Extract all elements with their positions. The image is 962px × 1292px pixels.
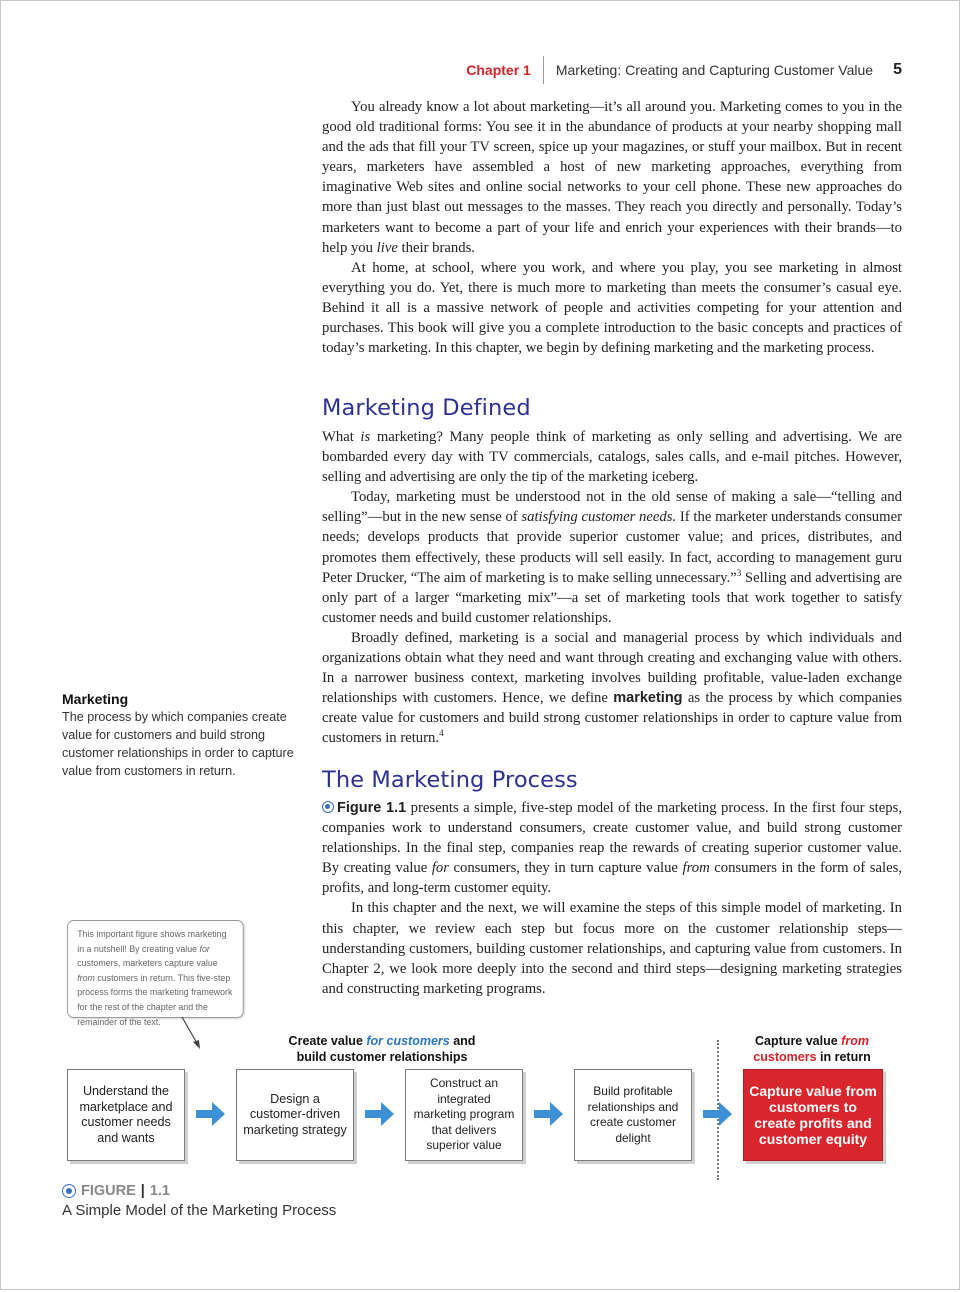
figure-caption [62,1181,336,1219]
step-box-understand: Understand the marketplace and customer needs and wants [67,1069,185,1161]
callout-text-a: This important figure shows marketing in a nutshell! By creating value [77,929,227,955]
group1-text-and: and [449,1034,476,1048]
figure-title: A Simple Model of the Marketing Process [62,1202,337,1219]
running-head [466,58,902,82]
group-label-capture-value [732,1034,892,1065]
process-paragraph-1 [322,798,902,898]
group-label-create-value [262,1034,502,1065]
defined-p2-c: Selling and advertising are only part of a larger “marketing mix”—a set of marketing tools that work together to satisfy customer needs and build customer relationships. [322,569,902,626]
figure-marker-icon [322,801,334,813]
step-box-capture: Capture value from customers to create profits and customer equity [743,1069,883,1161]
defined-paragraph-3 [322,628,902,749]
defined-p3-a: Broadly defined, marketing is a social and managerial process by which individuals and organizations obtain what they need and want through creating and exchanging value with others. In a narrower business context, marketing involves building profitable, value-laden exchange relationships with customers. Hence, we define [322,629,902,707]
step-box-build: Build profitable relationships and create customer delight [574,1069,692,1161]
defined-p2-a: Today, marketing must be understood not in the old sense of making a sale—“telling and selling”—but in the new sense of [322,489,902,526]
defined-p2-b: If the marketer understands consumer needs; develops products that provide superior customer value; and prices, distributes, and promotes them effectively, these products will sell easily. In fact, according to management guru Peter Drucker, “The aim of marketing is to make selling unnecessary.” [322,509,902,586]
running-head-title: Marketing: Creating and Capturing Customer Value [555,62,874,78]
page-number: 5 [893,61,902,78]
process-p1-c: consumers in the form of sales, profits, and long-term customer equity. [322,860,902,897]
marketing-defined-text [322,427,902,749]
step-box-design: Design a customer-driven marketing strategy [236,1069,354,1161]
callout-pointer-arrow-icon [180,1016,204,1050]
figure-marker-icon [62,1184,76,1198]
defined-p3-b: as the process by which companies create value for customers and build strong customer relationships in order to capture value from customers in return. [322,690,902,747]
group2-text-from: from [841,1034,869,1048]
key-term-marketing: marketing [613,690,683,707]
process-p1-from: from [682,860,710,877]
figure-caption-label [62,1181,336,1201]
footnote-ref-4[interactable]: 4 [439,728,444,739]
defined-paragraph-1 [322,427,902,487]
process-p1-b: consumers, they in turn capture value [448,860,683,877]
figure-callout [67,920,244,1028]
figure-number: 1.1 [149,1183,171,1199]
group2-text-in-return: in return [816,1049,871,1064]
callout-text-b: customers, marketers capture value [77,958,218,970]
group2-text-customers: customers [753,1049,817,1064]
figure-label-separator: | [140,1183,145,1199]
defined-paragraph-2 [322,487,902,628]
process-paragraph-2: In this chapter and the next, we will examine the steps of this simple model of marketing. In this chapter, we review each step but focus more on the customer relationship steps—understanding customers, building customer relationships, and capturing value from customers. In Chapter 2, we look more deeply into the second and third steps—designing marketing strategies and constructing marketing programs. [322,900,902,997]
footnote-ref-3[interactable]: 3 [736,567,742,578]
figure-reference-link[interactable]: Figure 1.1 [337,800,407,816]
process-p1-a: presents a simple, five-step model of the marketing process. In the first four steps, companies work to understand consumers, create customer value, and build strong customer relationships. In the final step, companies reap the rewards of creating superior customer value. By creating value [322,800,902,877]
marketing-process-text [322,798,902,999]
section-heading-marketing-process: The Marketing Process [322,767,578,793]
callout-from: from [77,972,95,984]
right-arrow-icon [365,1101,395,1127]
group2-text-a: Capture value [755,1034,842,1048]
intro-paragraph-2: At home, at school, where you work, and where you play, you see marketing in almost everything you do. Yet, there is much more to marketing than meets the consumer’s casual eye. Behind it all is a massive network of people and activities competing for your attention and purchases. This book will give you a complete introduction to the basic concepts and practices of today’s marketing. In this chapter, we begin by defining marketing and the marketing process. [322,259,902,357]
step-box-construct: Construct an integrated marketing program that delivers superior value [405,1069,523,1161]
right-arrow-icon [196,1101,226,1127]
intro-p1-italic: live [376,239,398,256]
right-arrow-icon [534,1101,564,1127]
group1-text-a: Create value [288,1034,367,1048]
group1-text-relationships: build customer relationships [296,1049,468,1064]
defined-p2-italic: satisfying customer needs. [521,509,677,526]
margin-definition-text: The process by which companies create value for customers and build strong customer relationships in order to capture value from customers in return. [62,710,294,778]
figure-label: FIGURE [81,1183,136,1199]
process-p1-for: for [431,860,449,877]
running-head-chapter: Chapter 1 [466,62,531,78]
callout-text-c: customers in return. This five-step process forms the marketing framework for the rest of the chapter and the remainder of the text. [77,972,233,1028]
group1-text-for-customers: for customers [366,1034,450,1048]
callout-for: for [199,943,210,955]
right-arrow-icon [703,1101,733,1127]
defined-p1-italic: is [360,429,371,445]
intro-text [322,97,902,358]
section-heading-marketing-defined: Marketing Defined [322,395,531,421]
intro-paragraph-1 [322,97,902,258]
margin-term: Marketing [62,691,129,707]
margin-definition [62,690,297,780]
intro-p1-end: their brands. [397,239,475,256]
defined-p1-b: marketing? Many people think of marketing as only selling and advertising. We are bombarded every day with TV commercials, catalogs, sales calls, and e-mail pitches. However, selling and advertising are only the tip of the marketing iceberg. [322,429,902,486]
intro-p1-text: You already know a lot about marketing—it’s all around you. Marketing comes to you in the good old traditional forms: You see it in the abundance of products at your nearby shopping mall and the ads that fill your TV screen, spice up your magazines, or stuff your mailbox. But in recent years, marketers have assembled a host of new marketing approaches, everything from imaginative Web sites and online social networks to your cell phone. These new approaches do more than just blast out messages to the masses. They reach you directly and personally. Today’s marketers want to become a part of your life and enrich your experiences with their brands—to help you [322,99,902,256]
defined-p1-a: What [322,429,361,445]
